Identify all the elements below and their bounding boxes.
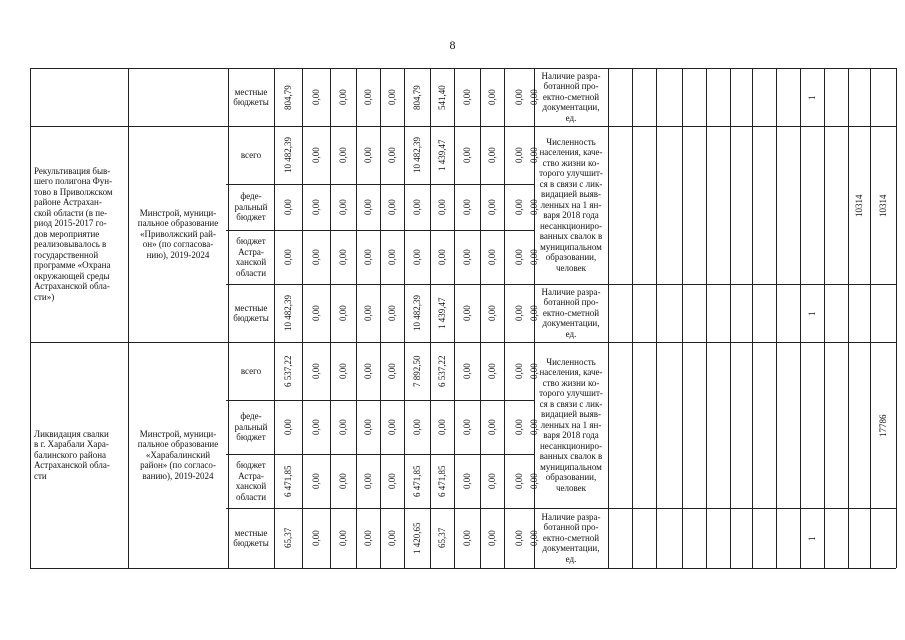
value-cell: 0,00 (529, 199, 539, 215)
value-cell: 0,00 (462, 305, 472, 321)
indicator-mark: 10314 (878, 194, 888, 217)
row-label: местные бюджеты (233, 86, 269, 107)
indicator-population: Численность населения, каче- ство жизни ко- торого улучшит- ся в связи с лик- видацией выяв- ленных на 1 ян- варя 2018 года несанкциониро- ванных свалок в муниципальном образовании, человек (539, 136, 603, 273)
value-cell: 0,00 (311, 199, 321, 215)
value-cell: 0,00 (487, 530, 497, 546)
grid-line (480, 68, 481, 568)
value-cell: 0,00 (529, 419, 539, 435)
row-label: всего (240, 149, 262, 160)
value-cell: 0,00 (338, 473, 348, 489)
value-cell: 0,00 (338, 530, 348, 546)
value-cell: 0,00 (387, 419, 397, 435)
grid-line (682, 68, 683, 568)
value-cell: 0,00 (311, 147, 321, 163)
value-cell: 0,00 (462, 199, 472, 215)
grid-line (454, 68, 455, 568)
program-name: Ликвидация свалки в г. Харабали Хара- балинского района Астраханской обла- сти (34, 428, 110, 481)
grid-line (330, 68, 331, 568)
value-cell: 0,00 (462, 473, 472, 489)
value-cell: 6 471,85 (283, 465, 293, 497)
value-cell: 0,00 (529, 147, 539, 163)
value-cell: 0,00 (514, 249, 524, 265)
value-cell: 0,00 (462, 147, 472, 163)
grid-line (848, 68, 849, 568)
grid-line (128, 68, 129, 568)
grid-line (800, 68, 801, 568)
indicator-population: Численность населения, каче- ство жизни ко- торого улучшит- ся в связи с лик- видацией выяв- ленных на 1 ян- варя 2018 года несанкциониро- ванных свалок в муниципальном образовании, человек (539, 356, 603, 493)
value-cell: 0,00 (412, 419, 422, 435)
value-cell: 65,37 (283, 527, 293, 548)
grid-line (430, 68, 431, 568)
value-cell: 0,00 (514, 473, 524, 489)
grid-line (608, 568, 896, 569)
value-cell: 0,00 (311, 89, 321, 105)
value-cell: 0,00 (387, 305, 397, 321)
value-cell: 10 482,39 (412, 137, 422, 173)
value-cell: 0,00 (514, 305, 524, 321)
indicator-docs: Наличие разра- ботанной про- ектно-сметной документации, ед. (541, 70, 601, 123)
grid-line (896, 68, 897, 568)
grid-line (404, 68, 405, 568)
page-number: 8 (449, 38, 456, 52)
value-cell: 0,00 (283, 419, 293, 435)
grid-line (776, 68, 777, 568)
value-cell: 1 439,47 (437, 139, 447, 171)
value-cell: 0,00 (487, 473, 497, 489)
value-cell: 0,00 (437, 199, 447, 215)
indicator-mark: 1 (807, 95, 817, 100)
value-cell: 0,00 (283, 199, 293, 215)
value-cell: 0,00 (462, 530, 472, 546)
value-cell: 10 482,39 (412, 295, 422, 331)
value-cell: 0,00 (363, 249, 373, 265)
grid-line (356, 68, 357, 568)
grid-line (274, 68, 275, 568)
value-cell: 0,00 (363, 419, 373, 435)
grid-line (824, 68, 825, 568)
value-cell: 1 420,65 (412, 522, 422, 554)
value-cell: 0,00 (412, 199, 422, 215)
value-cell: 0,00 (387, 473, 397, 489)
grid-line (302, 68, 303, 568)
value-cell: 0,00 (311, 249, 321, 265)
value-cell: 0,00 (311, 473, 321, 489)
value-cell: 0,00 (462, 363, 472, 379)
row-label: всего (240, 365, 262, 376)
row-label: бюджет Астра- ханской области (235, 236, 267, 278)
value-cell: 0,00 (363, 147, 373, 163)
grid-line (752, 68, 753, 568)
value-cell: 10 482,39 (283, 137, 293, 173)
value-cell: 0,00 (514, 89, 524, 105)
value-cell: 804,79 (283, 84, 293, 110)
value-cell: 0,00 (311, 530, 321, 546)
value-cell: 0,00 (487, 305, 497, 321)
indicator-mark: 17786 (878, 414, 888, 437)
row-label: бюджет Астра- ханской области (235, 460, 267, 502)
value-cell: 0,00 (462, 249, 472, 265)
value-cell: 0,00 (514, 147, 524, 163)
grid-line (706, 68, 707, 568)
row-label: феде- ральный бюджет (234, 411, 268, 443)
value-cell: 0,00 (338, 249, 348, 265)
value-cell: 0,00 (462, 89, 472, 105)
grid-line (870, 68, 871, 568)
indicator-mark: 1 (807, 536, 817, 541)
value-cell: 6 537,22 (283, 355, 293, 387)
value-cell: 0,00 (514, 363, 524, 379)
value-cell: 804,79 (412, 84, 422, 110)
value-cell: 0,00 (387, 363, 397, 379)
indicator-mark: 10314 (854, 194, 864, 217)
grid-line (656, 68, 657, 568)
value-cell: 1 439,47 (437, 297, 447, 329)
grid-line (30, 68, 31, 568)
value-cell: 0,00 (387, 199, 397, 215)
value-cell: 0,00 (462, 419, 472, 435)
value-cell: 0,00 (487, 249, 497, 265)
value-cell: 0,00 (514, 419, 524, 435)
value-cell: 6 471,85 (437, 465, 447, 497)
value-cell: 0,00 (338, 363, 348, 379)
executor-cell: Минстрой, муници- пальное образование «Приволжский рай- он» (по согласова- нию), 2019-2024 (137, 207, 219, 260)
value-cell: 6 471,85 (412, 465, 422, 497)
value-cell: 0,00 (514, 199, 524, 215)
value-cell: 0,00 (338, 199, 348, 215)
grid-line (226, 568, 534, 569)
value-cell: 0,00 (487, 363, 497, 379)
row-label: местные бюджеты (233, 527, 269, 548)
grid-line (380, 68, 381, 568)
value-cell: 0,00 (283, 249, 293, 265)
value-cell: 0,00 (363, 530, 373, 546)
executor-cell: Минстрой, муници- пальное образование «Харабалинский район» (по согласо- ванию), 2019-2024 (137, 428, 219, 481)
value-cell: 0,00 (338, 419, 348, 435)
value-cell: 0,00 (514, 530, 524, 546)
row-label: феде- ральный бюджет (234, 191, 268, 223)
value-cell: 6 537,22 (437, 355, 447, 387)
value-cell: 0,00 (437, 249, 447, 265)
value-cell: 0,00 (529, 305, 539, 321)
value-cell: 0,00 (338, 147, 348, 163)
value-cell: 0,00 (363, 89, 373, 105)
value-cell: 0,00 (363, 363, 373, 379)
row-label: местные бюджеты (233, 302, 269, 323)
value-cell: 0,00 (311, 419, 321, 435)
value-cell: 0,00 (437, 419, 447, 435)
value-cell: 7 892,50 (412, 355, 422, 387)
value-cell: 0,00 (487, 199, 497, 215)
value-cell: 0,00 (311, 305, 321, 321)
value-cell: 0,00 (338, 89, 348, 105)
value-cell: 0,00 (387, 530, 397, 546)
value-cell: 0,00 (529, 89, 539, 105)
grid-line (504, 68, 505, 568)
value-cell: 0,00 (387, 89, 397, 105)
value-cell: 0,00 (529, 363, 539, 379)
value-cell: 0,00 (338, 305, 348, 321)
grid-line (730, 68, 731, 568)
value-cell: 0,00 (387, 249, 397, 265)
value-cell: 65,37 (437, 527, 447, 548)
value-cell: 0,00 (529, 249, 539, 265)
value-cell: 0,00 (412, 249, 422, 265)
value-cell: 0,00 (387, 147, 397, 163)
value-cell: 10 482,39 (283, 295, 293, 331)
value-cell: 0,00 (311, 363, 321, 379)
value-cell: 0,00 (363, 199, 373, 215)
grid-line (608, 68, 609, 568)
value-cell: 0,00 (363, 473, 373, 489)
grid-line (632, 68, 633, 568)
value-cell: 0,00 (487, 419, 497, 435)
value-cell: 0,00 (363, 305, 373, 321)
indicator-docs: Наличие разра- ботанной про- ектно-сметной документации, ед. (541, 286, 601, 339)
value-cell: 0,00 (529, 473, 539, 489)
program-name: Рекультивация быв- шего полигона Фун- тово в Приволжском районе Астрахан- ской области (в пе- риод 2015-2017 го- дов мероприятие реализовывалось в государственной программе «Охрана окружающей среды Астраханской обла- сти») (34, 165, 113, 302)
value-cell: 0,00 (529, 530, 539, 546)
indicator-mark: 1 (807, 311, 817, 316)
value-cell: 0,00 (487, 147, 497, 163)
value-cell: 0,00 (487, 89, 497, 105)
value-cell: 541,40 (437, 84, 447, 110)
indicator-docs: Наличие разра- ботанной про- ектно-сметной документации, ед. (541, 511, 601, 564)
